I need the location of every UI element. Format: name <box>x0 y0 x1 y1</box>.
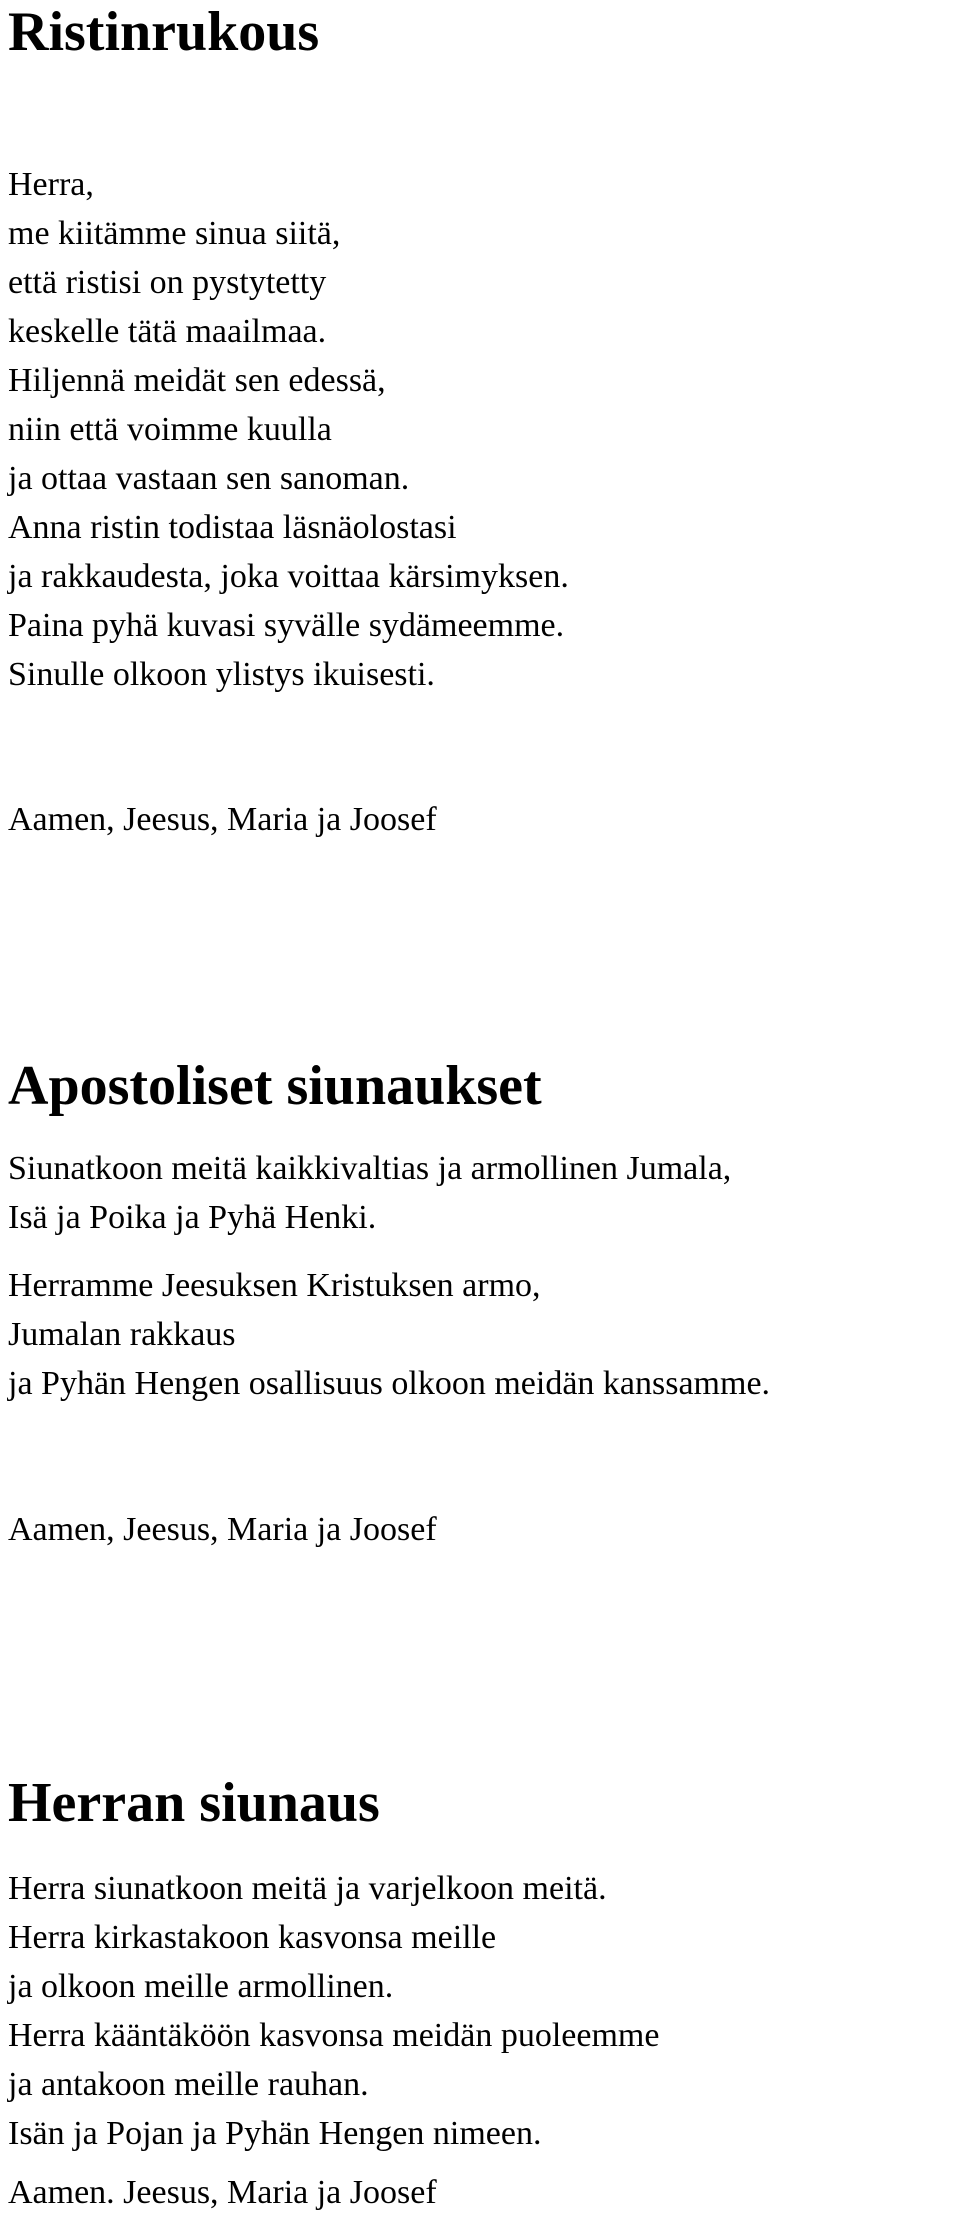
prayer-line: ja ottaa vastaan sen sanoman. <box>8 460 410 497</box>
prayer-line: keskelle tätä maailmaa. <box>8 313 327 350</box>
blessing-line: ja antakoon meille rauhan. <box>8 2066 369 2103</box>
prayer-line: Anna ristin todistaa läsnäolostasi <box>8 509 457 546</box>
prayer-line: niin että voimme kuulla <box>8 411 332 448</box>
blessing-line: Herra kirkastakoon kasvonsa meille <box>8 1919 497 1956</box>
blessing-line: Jumalan rakkaus <box>8 1316 236 1353</box>
blessing-herran-siunaus <box>8 1864 659 2158</box>
blessing-line: Siunatkoon meitä kaikkivaltias ja armollinen Jumala, <box>8 1150 732 1187</box>
section-title-ristinrukous: Ristinrukous <box>8 1 320 63</box>
prayer-line: Paina pyhä kuvasi syvälle sydämeemme. <box>8 607 565 644</box>
blessing-line: Isän ja Pojan ja Pyhän Hengen nimeen. <box>8 2115 542 2152</box>
prayer-line: Hiljennä meidät sen edessä, <box>8 362 386 399</box>
blessing-line: Herra siunatkoon meitä ja varjelkoon meitä. <box>8 1870 607 1907</box>
blessing-line: ja Pyhän Hengen osallisuus olkoon meidän kanssamme. <box>8 1365 771 1402</box>
amen-line: Aamen, Jeesus, Maria ja Joosef <box>8 1511 437 1548</box>
section-title-apostoliset-siunaukset: Apostoliset siunaukset <box>8 1055 542 1117</box>
blessing-paragraph-1 <box>8 1144 731 1242</box>
section-title-herran-siunaus: Herran siunaus <box>8 1772 380 1834</box>
blessing-line: Isä ja Poika ja Pyhä Henki. <box>8 1199 377 1236</box>
amen-line: Aamen. Jeesus, Maria ja Joosef <box>8 2174 437 2211</box>
blessing-line: Herra kääntäköön kasvonsa meidän puoleemme <box>8 2017 660 2054</box>
prayer-ristinrukous <box>8 160 569 699</box>
amen-line: Aamen, Jeesus, Maria ja Joosef <box>8 801 437 838</box>
prayer-line: Herra, <box>8 166 94 203</box>
prayer-line: ja rakkaudesta, joka voittaa kärsimyksen. <box>8 558 569 595</box>
blessing-line: ja olkoon meille armollinen. <box>8 1968 394 2005</box>
prayer-line: me kiitämme sinua siitä, <box>8 215 341 252</box>
blessing-paragraph-2 <box>8 1261 770 1408</box>
blessing-line: Herramme Jeesuksen Kristuksen armo, <box>8 1267 541 1304</box>
prayer-line: Sinulle olkoon ylistys ikuisesti. <box>8 656 435 693</box>
prayer-line: että ristisi on pystytetty <box>8 264 327 301</box>
